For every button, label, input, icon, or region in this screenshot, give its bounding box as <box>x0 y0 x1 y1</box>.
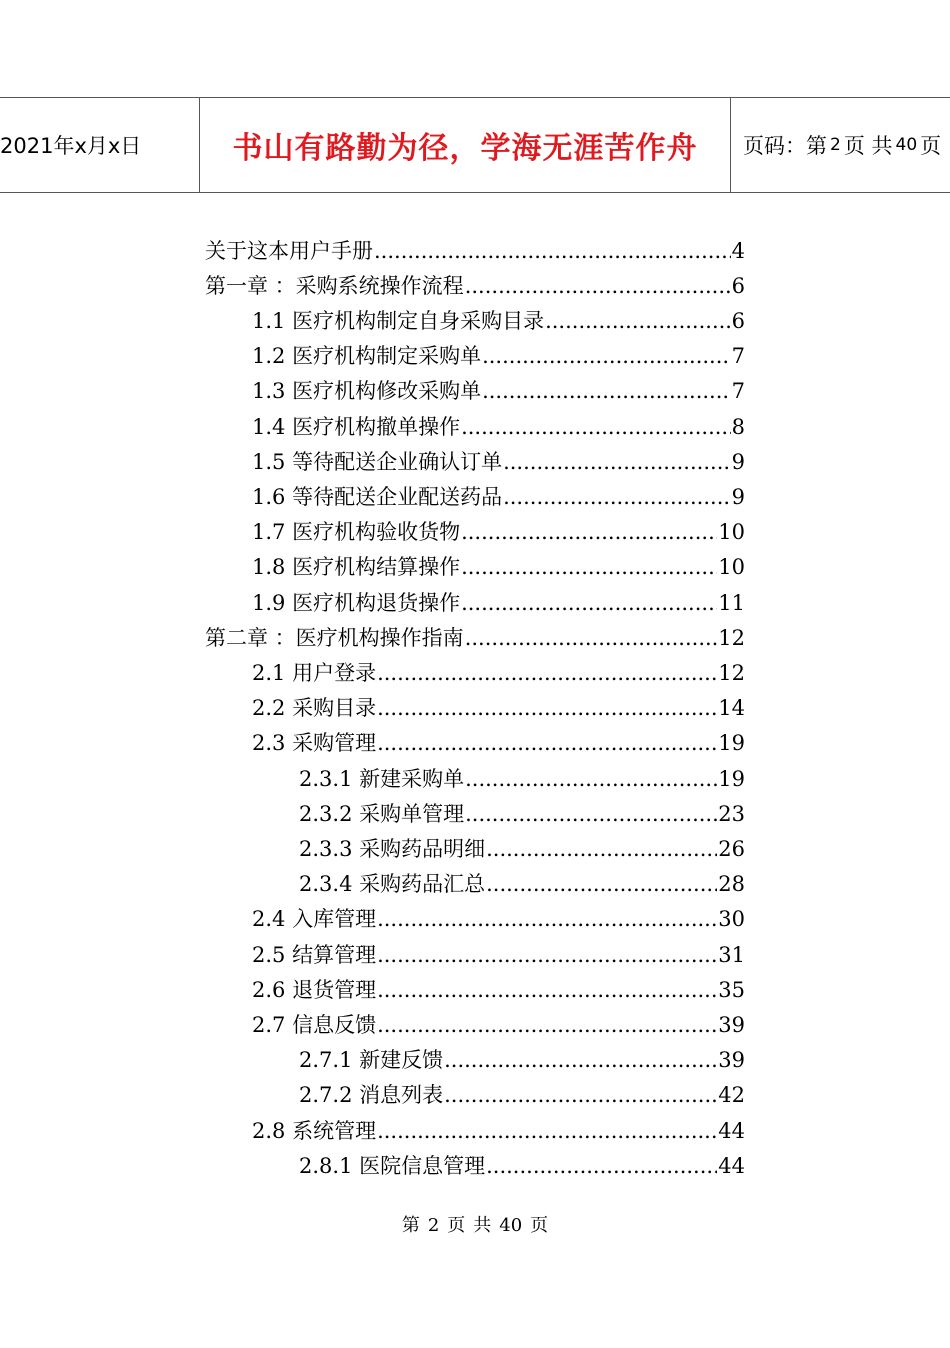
toc-entry[interactable] <box>252 897 745 932</box>
toc-leader <box>461 519 717 545</box>
toc-entry-page: 14 <box>718 696 745 720</box>
toc-leader <box>465 273 731 299</box>
toc-entry[interactable] <box>252 405 745 440</box>
toc-leader <box>465 625 718 651</box>
toc-entry-page: 10 <box>718 555 745 579</box>
toc-entry[interactable] <box>299 1144 745 1179</box>
footer-total-prefix: 共 <box>473 1215 492 1236</box>
footer-suffix: 页 <box>530 1215 549 1236</box>
toc-entry-label: 1.7 医疗机构验收货物 <box>252 520 461 544</box>
toc-entry-page: 26 <box>718 837 745 861</box>
toc-entry[interactable] <box>205 229 745 264</box>
toc-entry-page: 23 <box>718 802 745 826</box>
footer-current-page: 2 <box>427 1215 440 1236</box>
toc-entry-page: 10 <box>718 520 745 544</box>
toc-entry[interactable] <box>299 792 745 827</box>
toc-entry-label: 1.8 医疗机构结算操作 <box>252 555 461 579</box>
toc-leader <box>486 1153 717 1179</box>
toc-entry-label: 2.6 退货管理 <box>252 978 377 1002</box>
toc-leader <box>545 308 731 334</box>
toc-entry-label: 1.2 医疗机构制定采购单 <box>252 344 482 368</box>
toc-entry-page: 19 <box>718 731 745 755</box>
toc-entry[interactable] <box>252 686 745 721</box>
toc-entry-label: 2.7 信息反馈 <box>252 1013 377 1037</box>
header-page-current: 2 <box>830 135 841 155</box>
toc-entry-page: 12 <box>718 626 745 650</box>
toc-entry-label: 2.7.1 新建反馈 <box>299 1048 444 1072</box>
toc-leader <box>461 554 717 580</box>
toc-entry[interactable] <box>205 616 745 651</box>
toc-entry-page: 44 <box>718 1154 745 1178</box>
toc-entry-page: 35 <box>718 978 745 1002</box>
toc-leader <box>377 1012 717 1038</box>
header-page-info <box>731 98 950 192</box>
toc-leader <box>465 801 717 827</box>
toc-entry-page: 19 <box>718 767 745 791</box>
toc-leader <box>503 484 731 510</box>
toc-entry-page: 39 <box>718 1048 745 1072</box>
toc-entry[interactable] <box>252 510 745 545</box>
toc-entry-page: 4 <box>731 239 745 263</box>
header-motto <box>200 98 731 192</box>
toc-entry-label: 2.5 结算管理 <box>252 943 377 967</box>
toc-entry-label: 2.4 入库管理 <box>252 907 377 931</box>
toc-entry[interactable] <box>252 334 745 369</box>
toc-entry-label: 2.3.2 采购单管理 <box>299 802 465 826</box>
page-footer <box>0 1211 950 1237</box>
header-page-label: 页码：第 <box>743 134 827 158</box>
toc-entry-label: 2.3 采购管理 <box>252 731 377 755</box>
header-date <box>0 98 200 192</box>
toc-entry-label: 2.7.2 消息列表 <box>299 1083 444 1107</box>
toc-entry-page: 28 <box>718 872 745 896</box>
toc-entry-label: 2.8 系统管理 <box>252 1119 377 1143</box>
toc-entry[interactable] <box>252 369 745 404</box>
toc-entry-label: 第一章 ：采购系统操作流程 <box>205 274 464 298</box>
toc-entry-label: 1.3 医疗机构修改采购单 <box>252 379 482 403</box>
toc-leader <box>486 871 717 897</box>
toc-entry-label: 2.2 采购目录 <box>252 696 377 720</box>
toc-leader <box>374 238 731 264</box>
toc-entry-page: 9 <box>731 485 745 509</box>
toc-entry[interactable] <box>252 475 745 510</box>
toc-entry-label: 2.3.4 采购药品汇总 <box>299 872 486 896</box>
toc-leader <box>377 942 717 968</box>
toc-entry-page: 7 <box>731 344 745 368</box>
toc-entry[interactable] <box>252 545 745 580</box>
toc-entry-page: 11 <box>718 591 745 615</box>
toc-entry[interactable] <box>299 1073 745 1108</box>
footer-mid: 页 <box>447 1215 466 1236</box>
toc-leader <box>461 590 717 616</box>
toc-entry[interactable] <box>252 651 745 686</box>
toc-entry-page: 8 <box>731 415 745 439</box>
toc-entry-label: 2.8.1 医院信息管理 <box>299 1154 486 1178</box>
toc-leader <box>377 730 717 756</box>
toc-entry[interactable] <box>205 264 745 299</box>
toc-entry[interactable] <box>299 827 745 862</box>
header-page-end: 页 <box>920 134 942 158</box>
toc-entry-label: 1.9 医疗机构退货操作 <box>252 591 461 615</box>
toc-leader <box>444 1047 717 1073</box>
toc-entry-label: 第二章 ：医疗机构操作指南 <box>205 626 464 650</box>
toc-entry-label: 2.1 用户登录 <box>252 661 377 685</box>
toc-leader <box>482 343 731 369</box>
header-page-total: 40 <box>895 135 918 155</box>
toc-leader <box>377 1118 717 1144</box>
toc-leader <box>377 906 717 932</box>
header-motto-text: 书山有路勤为径，学海无涯苦作舟 <box>232 131 698 166</box>
toc-leader <box>465 766 717 792</box>
toc-entry-label: 2.3.1 新建采购单 <box>299 767 465 791</box>
toc-entry-page: 31 <box>718 943 745 967</box>
toc-entry-page: 9 <box>731 450 745 474</box>
toc-entry[interactable] <box>299 1038 745 1073</box>
toc-entry-label: 1.5 等待配送企业确认订单 <box>252 450 503 474</box>
toc-entry[interactable] <box>252 581 745 616</box>
toc-entry-page: 12 <box>718 661 745 685</box>
toc-entry[interactable] <box>299 862 745 897</box>
toc-entry-page: 30 <box>718 907 745 931</box>
toc-leader <box>377 695 717 721</box>
toc-entry-label: 关于这本用户手册 <box>205 239 373 263</box>
toc-entry[interactable] <box>299 757 745 792</box>
header-page-mid: 页 共 <box>843 134 893 158</box>
toc-entry-page: 44 <box>718 1119 745 1143</box>
toc-entry-page: 7 <box>731 379 745 403</box>
toc-entry[interactable] <box>252 968 745 1003</box>
toc-leader <box>482 378 731 404</box>
toc-entry-label: 1.4 医疗机构撤单操作 <box>252 415 461 439</box>
toc-leader <box>503 449 731 475</box>
toc-entry-page: 6 <box>731 274 745 298</box>
toc-entry[interactable] <box>252 1003 745 1038</box>
toc-entry[interactable] <box>252 299 745 334</box>
toc-entry-label: 1.1 医疗机构制定自身采购目录 <box>252 309 545 333</box>
toc-leader <box>461 414 731 440</box>
toc-entry-page: 42 <box>718 1083 745 1107</box>
toc-entry-page: 6 <box>731 309 745 333</box>
footer-total-pages: 40 <box>499 1215 523 1236</box>
page-header <box>0 97 950 193</box>
toc-entry[interactable] <box>252 440 745 475</box>
toc-leader <box>377 660 717 686</box>
toc-entry[interactable] <box>252 933 745 968</box>
toc-entry[interactable] <box>252 1109 745 1144</box>
toc-leader <box>444 1082 717 1108</box>
toc-entry-page: 39 <box>718 1013 745 1037</box>
footer-prefix: 第 <box>401 1215 420 1236</box>
toc-leader <box>377 977 717 1003</box>
toc-entry[interactable] <box>252 721 745 756</box>
toc-leader <box>486 836 717 862</box>
toc-entry-label: 1.6 等待配送企业配送药品 <box>252 485 503 509</box>
toc-entry-label: 2.3.3 采购药品明细 <box>299 837 486 861</box>
header-date-text: 2021年x月x日 <box>0 134 142 158</box>
